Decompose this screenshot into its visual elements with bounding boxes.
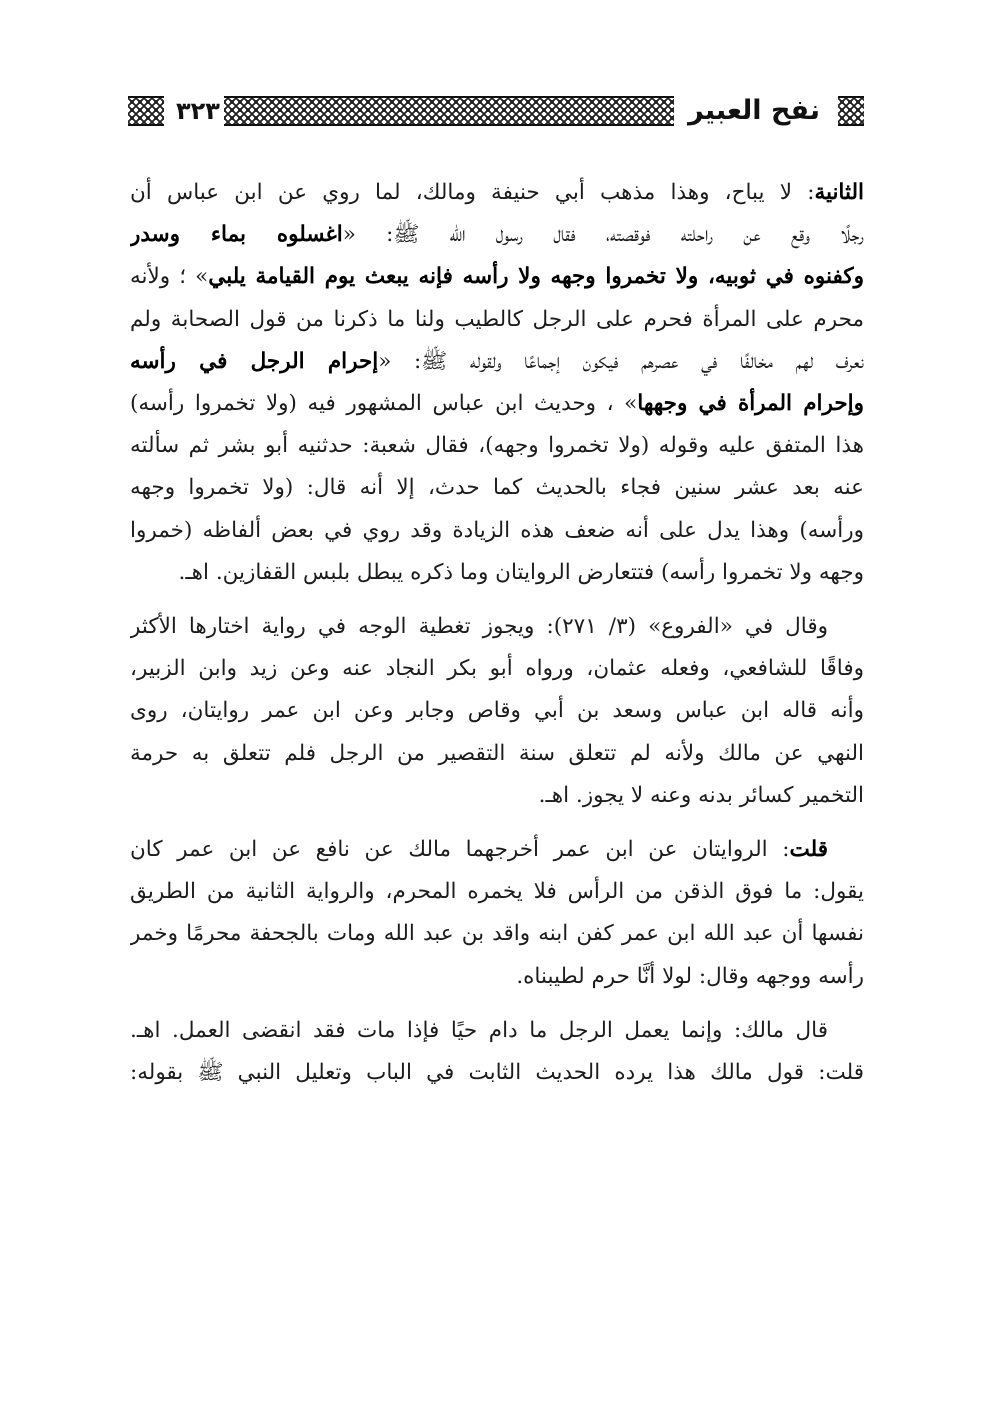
paragraph bbox=[130, 606, 864, 817]
text-line bbox=[130, 552, 864, 594]
header-ornament-right bbox=[838, 96, 864, 126]
text-segment: هذا المتفق عليه وقوله (ولا تخمروا وجهه)، فقال شعبة: حدثنيه أبو بشر ثم سألته bbox=[130, 433, 864, 459]
text-segment: رأسه ووجهه وقال: لولا أنَّا حرم لطيبناه. bbox=[516, 963, 864, 989]
bold-text-segment: وكفنوه في ثوبيه، ولا تخمروا وجهه ولا رأسه فإنه يبعث يوم القيامة يلبي bbox=[208, 264, 864, 290]
text-line bbox=[130, 299, 864, 341]
text-segment: النهي عن مالك ولأنه لم تتعلق سنة التقصير من الرجل فلم تتعلق به حرمة bbox=[130, 740, 864, 766]
text-segment: » ؛ ولأنه bbox=[130, 264, 209, 290]
text-segment: : لا يباح، وهذا مذهب أبي حنيفة ومالك، لما روي عن ابن عباس أن bbox=[130, 180, 815, 205]
text-segment: التخمير كسائر بدنه وعنه لا يجوز. اهـ. bbox=[538, 782, 864, 808]
text-segment: محرم على المرأة فحرم على الرجل كالطيب ولنا ما ذكرنا من قول الصحابة ولم bbox=[130, 306, 864, 332]
text-line bbox=[130, 775, 864, 817]
text-line bbox=[130, 606, 864, 648]
text-line bbox=[130, 733, 864, 775]
text-segment: رجلًا وقع عن راحلته فوقصته، فقال رسول الله ﷺ: « bbox=[342, 222, 864, 248]
text-segment: : الروايتان عن ابن عمر أخرجهما مالك عن نافع عن ابن عمر كان bbox=[130, 837, 790, 863]
text-segment: قال مالك: وإنما يعمل الرجل ما دام حيًا فإذا مات فقد انقضى العمل. اهـ. bbox=[130, 1017, 828, 1043]
bold-text-segment: وإحرام المرأة في وجهها bbox=[637, 391, 864, 417]
main-text bbox=[130, 172, 864, 1106]
page-number: ٣٢٣ bbox=[172, 92, 224, 130]
text-line bbox=[130, 1052, 864, 1094]
text-segment: يقول: ما فوق الذقن من الرأس فلا يخمره المحرم، والرواية الثانية من الطريق bbox=[130, 879, 864, 905]
bold-text-segment: قلت bbox=[789, 837, 828, 863]
bold-text-segment: الثانية bbox=[814, 180, 864, 205]
bold-text-segment: اغسلوه بماء وسدر bbox=[130, 222, 343, 248]
text-segment: » ، وحديث ابن عباس المشهور فيه (ولا تخمروا رأسه) bbox=[130, 391, 638, 417]
text-line bbox=[130, 648, 864, 690]
text-line bbox=[130, 690, 864, 732]
page-header bbox=[128, 88, 864, 138]
header-ornament-left bbox=[128, 96, 164, 126]
text-segment: قلت: قول مالك هذا يرده الحديث الثابت في الباب وتعليل النبي ﷺ بقوله: bbox=[130, 1060, 864, 1086]
header-ornament-band bbox=[204, 96, 674, 126]
text-line bbox=[130, 383, 864, 425]
text-line bbox=[130, 425, 864, 467]
text-segment: وأنه قاله ابن عباس وسعد بن أبي وقاص وجابر وعن ابن عمر روايتان، روى bbox=[130, 698, 864, 724]
paragraph bbox=[130, 172, 864, 594]
text-segment: ورأسه) وهذا يدل على أنه ضعف هذه الزيادة وقد روي في بعض ألفاظه (خمروا bbox=[130, 517, 864, 543]
text-segment: وجهه ولا تخمروا رأسه) فتتعارض الروايتان وما ذكره يبطل بلبس القفازين. اهـ. bbox=[178, 559, 864, 585]
text-line bbox=[130, 871, 864, 913]
text-line bbox=[130, 341, 864, 383]
text-line bbox=[130, 956, 864, 998]
text-line bbox=[130, 467, 864, 509]
text-line bbox=[130, 829, 864, 871]
header-book-title: نفح العبير bbox=[682, 92, 826, 130]
text-line bbox=[130, 214, 864, 256]
paragraph bbox=[130, 829, 864, 998]
text-segment: وفاقًا للشافعي، وفعله عثمان، ورواه أبو بكر النجاد عنه وعن زيد وابن الزبير، bbox=[130, 656, 864, 682]
text-line bbox=[130, 913, 864, 955]
text-line bbox=[130, 1010, 864, 1052]
text-segment: نعرف لهم مخالفًا في عصرهم فيكون إجماعًا ولقوله ﷺ: « bbox=[378, 348, 864, 374]
text-line bbox=[130, 172, 864, 214]
text-line bbox=[130, 256, 864, 298]
text-segment: عنه بعد عشر سنين فجاء بالحديث كما حدث، إلا أنه قال: (ولا تخمروا وجهه bbox=[130, 475, 864, 501]
text-segment: وقال في «الفروع» (٣/ ٢٧١): ويجوز تغطية الوجه في رواية اختارها الأكثر bbox=[130, 614, 829, 640]
text-segment: نفسها أن عبد الله ابن عمر كفن ابنه واقد بن عبد الله ومات بالجحفة محرمًا وخمر bbox=[130, 921, 864, 947]
bold-text-segment: إحرام الرجل في رأسه bbox=[130, 348, 379, 374]
text-line bbox=[130, 510, 864, 552]
paragraph bbox=[130, 1010, 864, 1094]
